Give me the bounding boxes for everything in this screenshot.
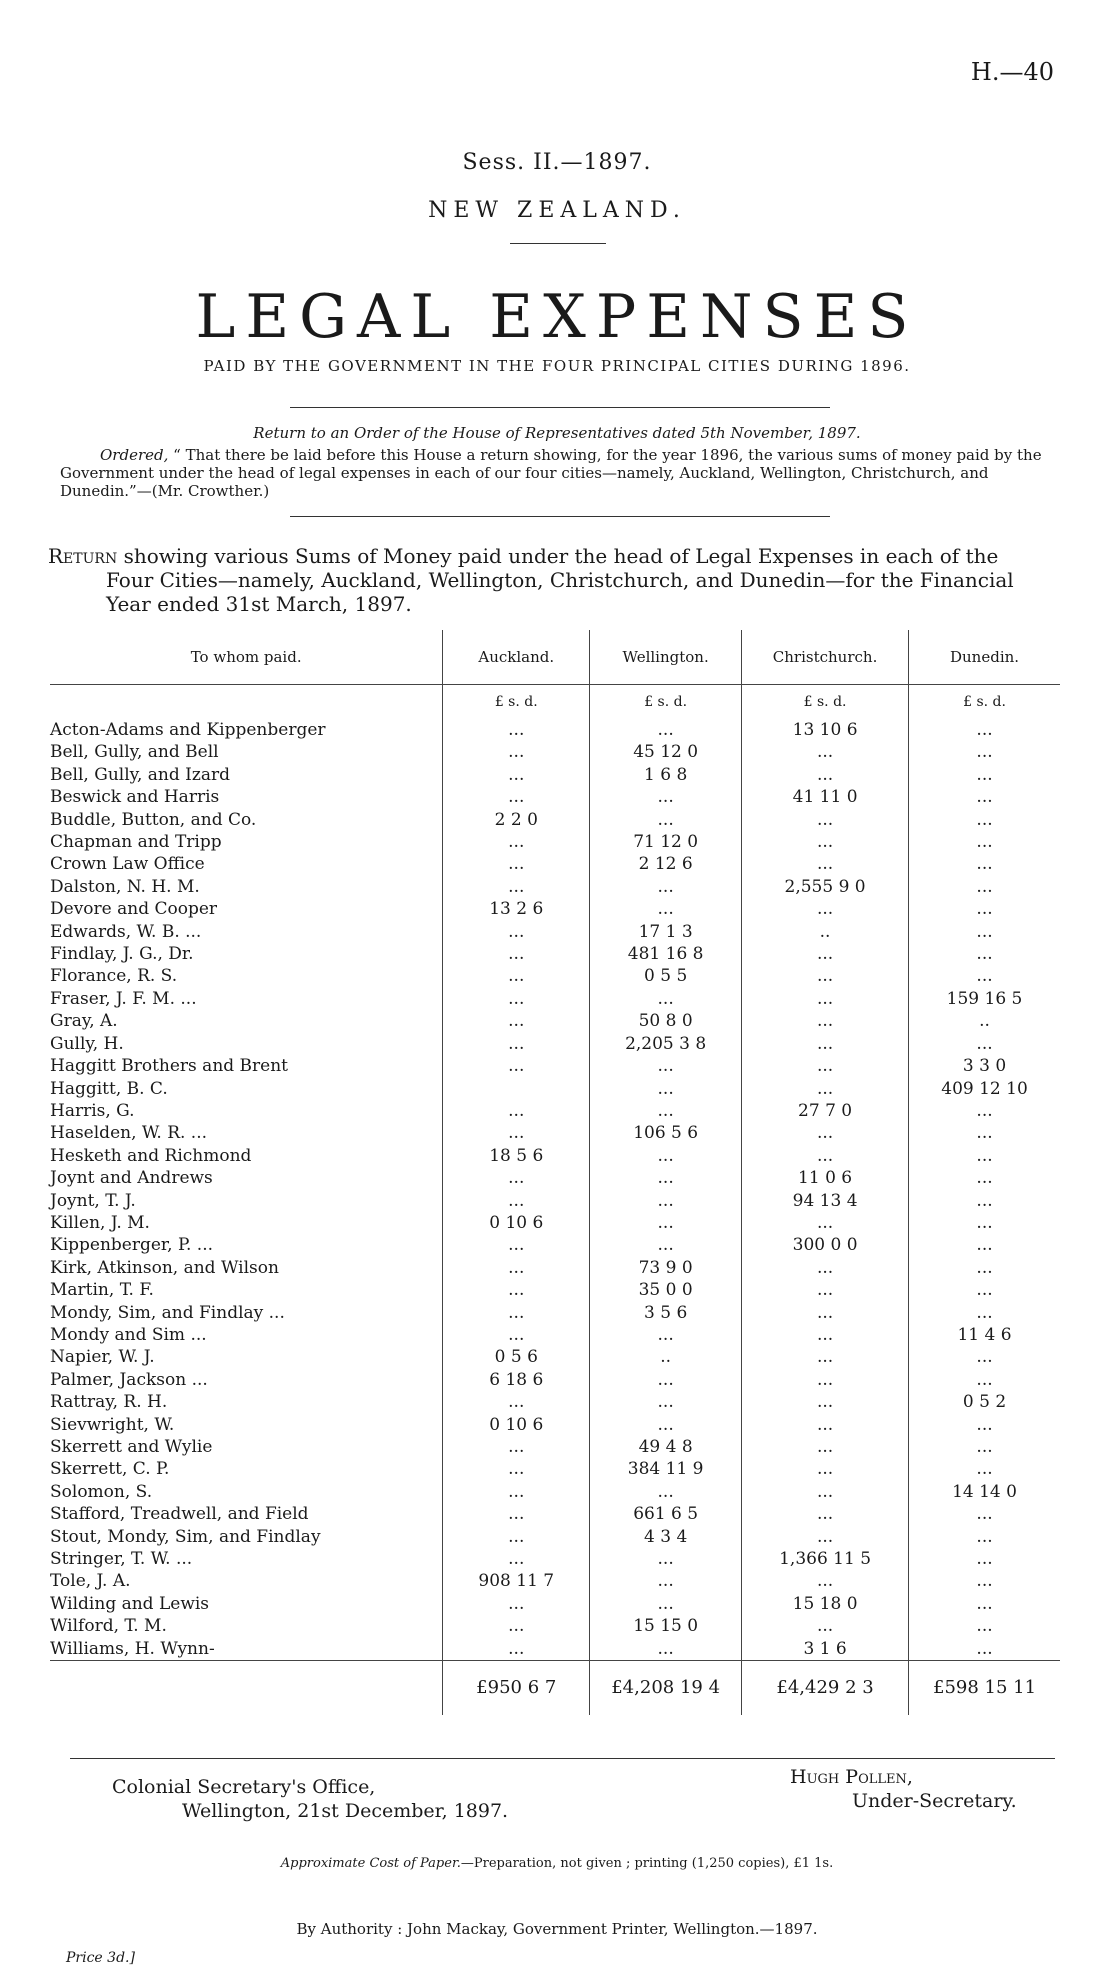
payee-name: Williams, H. Wynn- xyxy=(50,1638,215,1659)
amount-auckland: ... xyxy=(443,965,590,987)
payee-name: Fraser, J. F. M. ... xyxy=(50,988,197,1009)
table-row xyxy=(50,965,1060,987)
table-row xyxy=(50,943,1060,965)
payee-name: Mondy and Sim ... xyxy=(50,1324,207,1345)
amount-wellington: 661 6 5 xyxy=(590,1503,742,1525)
payee-name: Findlay, J. G., Dr. xyxy=(50,944,194,965)
units-auckland: £ s. d. xyxy=(443,685,590,720)
payee-name: Buddle, Button, and Co. xyxy=(50,809,257,830)
amount-wellington: ... xyxy=(590,1190,742,1212)
table-row xyxy=(50,1122,1060,1144)
payee-name: Bell, Gully, and Izard xyxy=(50,764,230,785)
amount-wellington: 1 6 8 xyxy=(590,764,742,786)
units-row xyxy=(50,685,1060,720)
amount-auckland: ... xyxy=(443,1324,590,1346)
amount-auckland: ... xyxy=(443,988,590,1010)
payee-name: Skerrett and Wylie xyxy=(50,1437,213,1457)
amount-auckland: 2 2 0 xyxy=(443,809,590,831)
amount-dunedin: ... xyxy=(909,965,1060,987)
amount-christchurch: ... xyxy=(742,1369,909,1391)
amount-dunedin: ... xyxy=(909,853,1060,875)
amount-dunedin: 409 12 10 xyxy=(909,1078,1060,1100)
table-row xyxy=(50,1167,1060,1189)
table-row xyxy=(50,1593,1060,1615)
payee-name: Gray, A. xyxy=(50,1011,118,1032)
amount-dunedin: ... xyxy=(909,1369,1060,1391)
payee-name: Harris, G. xyxy=(50,1100,135,1121)
amount-christchurch: 27 7 0 xyxy=(742,1100,909,1122)
amount-dunedin: ... xyxy=(909,1100,1060,1122)
amount-wellington: ... xyxy=(590,988,742,1010)
table-row xyxy=(50,1458,1060,1480)
amount-auckland: ... xyxy=(443,1526,590,1548)
table-row xyxy=(50,1279,1060,1301)
payee-name: Joynt, T. J. xyxy=(50,1190,136,1211)
table-row xyxy=(50,1548,1060,1570)
document-reference: H.—40 xyxy=(970,58,1054,86)
amount-wellington: ... xyxy=(590,1548,742,1570)
ordered-paragraph xyxy=(60,446,1060,500)
amount-dunedin: ... xyxy=(909,876,1060,898)
amount-wellington: 106 5 6 xyxy=(590,1122,742,1144)
amount-wellington: 45 12 0 xyxy=(590,741,742,763)
office-line-1: Colonial Secretary's Office, xyxy=(112,1776,376,1798)
amount-dunedin: ... xyxy=(909,1302,1060,1324)
amount-christchurch: ... xyxy=(742,809,909,831)
amount-auckland: ... xyxy=(443,1503,590,1525)
amount-auckland: ... xyxy=(443,1436,590,1458)
amount-christchurch: 300 0 0 xyxy=(742,1234,909,1256)
payee-name: Joynt and Andrews xyxy=(50,1168,213,1189)
amount-christchurch: ... xyxy=(742,1302,909,1324)
amount-auckland: ... xyxy=(443,786,590,808)
amount-wellington: 384 11 9 xyxy=(590,1458,742,1480)
amount-wellington: ... xyxy=(590,1167,742,1189)
table-row xyxy=(50,786,1060,808)
totals-row xyxy=(50,1661,1060,1716)
amount-dunedin: ... xyxy=(909,1279,1060,1301)
table-row xyxy=(50,764,1060,786)
amount-auckland: ... xyxy=(443,1033,590,1055)
amount-christchurch: ... xyxy=(742,965,909,987)
amount-dunedin: ... xyxy=(909,1593,1060,1615)
amount-wellington: 2,205 3 8 xyxy=(590,1033,742,1055)
table-row xyxy=(50,921,1060,943)
payee-name: Palmer, Jackson ... xyxy=(50,1369,208,1390)
table-header-row xyxy=(50,630,1060,685)
amount-christchurch: ... xyxy=(742,1033,909,1055)
amount-dunedin: .. xyxy=(909,1010,1060,1032)
amount-christchurch: ... xyxy=(742,898,909,920)
table-row xyxy=(50,1615,1060,1637)
amount-dunedin: ... xyxy=(909,1458,1060,1480)
amount-auckland: ... xyxy=(443,1458,590,1480)
payee-name: Haggitt Brothers and Brent xyxy=(50,1056,289,1077)
amount-auckland: ... xyxy=(443,1234,590,1256)
amount-wellington: ... xyxy=(590,1570,742,1592)
amount-christchurch: ... xyxy=(742,1055,909,1077)
session-line: Sess. II.—1897. xyxy=(462,150,652,175)
table-row xyxy=(50,1369,1060,1391)
amount-auckland xyxy=(443,1078,590,1100)
amount-auckland: ... xyxy=(443,719,590,741)
amount-wellington: ... xyxy=(590,1078,742,1100)
amount-wellington: ... xyxy=(590,1593,742,1615)
amount-dunedin: ... xyxy=(909,943,1060,965)
amount-dunedin: 11 4 6 xyxy=(909,1324,1060,1346)
amount-auckland: ... xyxy=(443,764,590,786)
table-row xyxy=(50,1078,1060,1100)
table-row xyxy=(50,1257,1060,1279)
page-title: LEGAL EXPENSES xyxy=(195,282,919,352)
amount-wellington: ... xyxy=(590,1212,742,1234)
table-row xyxy=(50,1526,1060,1548)
amount-dunedin: ... xyxy=(909,1548,1060,1570)
payee-name: Mondy, Sim, and Findlay ... xyxy=(50,1302,285,1323)
amount-wellington: ... xyxy=(590,719,742,741)
table-row xyxy=(50,1190,1060,1212)
payee-name: Tole, J. A. xyxy=(50,1571,131,1592)
amount-dunedin: 159 16 5 xyxy=(909,988,1060,1010)
table-row xyxy=(50,1391,1060,1413)
amount-wellington: ... xyxy=(590,1638,742,1661)
table-row xyxy=(50,876,1060,898)
amount-wellington: ... xyxy=(590,1391,742,1413)
amount-dunedin: ... xyxy=(909,1234,1060,1256)
amount-christchurch: ... xyxy=(742,943,909,965)
amount-dunedin: ... xyxy=(909,786,1060,808)
amount-wellington: 50 8 0 xyxy=(590,1010,742,1032)
amount-wellington: ... xyxy=(590,1055,742,1077)
amount-wellington: 4 3 4 xyxy=(590,1526,742,1548)
amount-dunedin: ... xyxy=(909,1526,1060,1548)
amount-auckland: ... xyxy=(443,853,590,875)
price-note: Price 3d.] xyxy=(66,1950,135,1966)
return-word: Return xyxy=(48,544,118,568)
order-line: Return to an Order of the House of Representatives dated 5th November, 1897. xyxy=(253,424,861,442)
table-row xyxy=(50,809,1060,831)
units-christchurch: £ s. d. xyxy=(742,685,909,720)
amount-christchurch: ... xyxy=(742,1481,909,1503)
amount-auckland: ... xyxy=(443,1615,590,1637)
divider xyxy=(510,243,606,244)
col-header-wellington: Wellington. xyxy=(590,630,742,685)
amount-dunedin: ... xyxy=(909,741,1060,763)
payee-name: Edwards, W. B. ... xyxy=(50,921,202,942)
amount-christchurch: ... xyxy=(742,1257,909,1279)
amount-wellington: 17 1 3 xyxy=(590,921,742,943)
amount-christchurch: ... xyxy=(742,988,909,1010)
amount-christchurch: ... xyxy=(742,741,909,763)
amount-auckland: 0 10 6 xyxy=(443,1212,590,1234)
amount-wellington: 481 16 8 xyxy=(590,943,742,965)
amount-christchurch: ... xyxy=(742,1010,909,1032)
table-row xyxy=(50,1033,1060,1055)
amount-dunedin: ... xyxy=(909,1122,1060,1144)
amount-dunedin: ... xyxy=(909,1503,1060,1525)
amount-auckland: ... xyxy=(443,1593,590,1615)
units-wellington: £ s. d. xyxy=(590,685,742,720)
payee-name: Solomon, S. xyxy=(50,1481,153,1502)
amount-wellington: 35 0 0 xyxy=(590,1279,742,1301)
amount-auckland: ... xyxy=(443,1190,590,1212)
amount-wellington: ... xyxy=(590,1234,742,1256)
amount-wellington: 2 12 6 xyxy=(590,853,742,875)
payee-name: Kippenberger, P. ... xyxy=(50,1235,214,1256)
amount-auckland: ... xyxy=(443,943,590,965)
amount-auckland: ... xyxy=(443,1122,590,1144)
payee-name: Napier, W. J. xyxy=(50,1347,155,1368)
divider xyxy=(70,1758,1055,1759)
payee-name: Skerrett, C. P. xyxy=(50,1459,170,1480)
col-header-auckland: Auckland. xyxy=(443,630,590,685)
amount-dunedin: ... xyxy=(909,1033,1060,1055)
amount-wellington: 49 4 8 xyxy=(590,1436,742,1458)
amount-auckland: 13 2 6 xyxy=(443,898,590,920)
amount-christchurch: ... xyxy=(742,1346,909,1368)
cost-note xyxy=(0,1856,1114,1871)
amount-dunedin: ... xyxy=(909,898,1060,920)
table-row xyxy=(50,1100,1060,1122)
amount-christchurch: ... xyxy=(742,1414,909,1436)
amount-christchurch: ... xyxy=(742,1145,909,1167)
payee-name: Wilding and Lewis xyxy=(50,1593,210,1614)
amount-christchurch: 94 13 4 xyxy=(742,1190,909,1212)
amount-wellington: 71 12 0 xyxy=(590,831,742,853)
table-row xyxy=(50,1503,1060,1525)
table-row xyxy=(50,1436,1060,1458)
amount-christchurch: ... xyxy=(742,1615,909,1637)
amount-dunedin: 14 14 0 xyxy=(909,1481,1060,1503)
amount-auckland: 18 5 6 xyxy=(443,1145,590,1167)
payee-name: Rattray, R. H. xyxy=(50,1392,168,1413)
amount-wellington: ... xyxy=(590,786,742,808)
signer-title: Under-Secretary. xyxy=(852,1790,1017,1812)
table-row xyxy=(50,831,1060,853)
col-header-name: To whom paid. xyxy=(50,630,443,685)
divider xyxy=(290,516,830,517)
table-row xyxy=(50,1570,1060,1592)
amount-dunedin: ... xyxy=(909,1638,1060,1661)
amount-wellington: ... xyxy=(590,809,742,831)
amount-christchurch: 2,555 9 0 xyxy=(742,876,909,898)
table-row xyxy=(50,741,1060,763)
amount-auckland: ... xyxy=(443,921,590,943)
amount-dunedin: ... xyxy=(909,1167,1060,1189)
amount-dunedin: ... xyxy=(909,1257,1060,1279)
payee-name: Kirk, Atkinson, and Wilson xyxy=(50,1257,279,1278)
amount-christchurch: ... xyxy=(742,1122,909,1144)
amount-dunedin: ... xyxy=(909,1212,1060,1234)
table-row xyxy=(50,1346,1060,1368)
amount-dunedin: ... xyxy=(909,921,1060,943)
amount-wellington: ... xyxy=(590,1414,742,1436)
amount-auckland: ... xyxy=(443,831,590,853)
amount-dunedin: ... xyxy=(909,831,1060,853)
expenses-table xyxy=(50,630,1060,1715)
payee-name: Hesketh and Richmond xyxy=(50,1145,252,1166)
amount-wellington: 0 5 5 xyxy=(590,965,742,987)
table-row xyxy=(50,719,1060,741)
payee-name: Bell, Gully, and Bell xyxy=(50,742,219,763)
payee-name: Florance, R. S. xyxy=(50,966,178,987)
payee-name: Wilford, T. M. xyxy=(50,1616,167,1637)
payee-name: Killen, J. M. xyxy=(50,1212,150,1233)
cost-label: Approximate Cost of Paper. xyxy=(280,1856,461,1871)
table-row xyxy=(50,1481,1060,1503)
table-row xyxy=(50,1234,1060,1256)
amount-christchurch: 41 11 0 xyxy=(742,786,909,808)
amount-christchurch: ... xyxy=(742,764,909,786)
amount-wellington: ... xyxy=(590,898,742,920)
amount-dunedin: ... xyxy=(909,1346,1060,1368)
return-line-1: Return showing various Sums of Money paid under the head of Legal Expenses in each of the xyxy=(48,544,999,568)
amount-dunedin: ... xyxy=(909,809,1060,831)
payee-name: Martin, T. F. xyxy=(50,1280,154,1301)
amount-christchurch: ... xyxy=(742,1391,909,1413)
amount-christchurch: 3 1 6 xyxy=(742,1638,909,1661)
table-row xyxy=(50,1302,1060,1324)
amount-wellington: 73 9 0 xyxy=(590,1257,742,1279)
amount-christchurch: 15 18 0 xyxy=(742,1593,909,1615)
table-row xyxy=(50,988,1060,1010)
amount-christchurch: 11 0 6 xyxy=(742,1167,909,1189)
payee-name: Stringer, T. W. ... xyxy=(50,1549,193,1570)
table-row xyxy=(50,1055,1060,1077)
total-auckland: £950 6 7 xyxy=(443,1661,590,1716)
amount-auckland: ... xyxy=(443,741,590,763)
table-row xyxy=(50,1414,1060,1436)
payee-name: Haggitt, B. C. xyxy=(50,1078,168,1099)
table-body xyxy=(50,685,1060,1661)
amount-wellington: ... xyxy=(590,1324,742,1346)
amount-auckland: 0 10 6 xyxy=(443,1414,590,1436)
amount-auckland: ... xyxy=(443,1548,590,1570)
amount-auckland: ... xyxy=(443,1010,590,1032)
ordered-label: Ordered, xyxy=(100,446,169,464)
amount-christchurch: .. xyxy=(742,921,909,943)
table-row xyxy=(50,1212,1060,1234)
payee-name: Stafford, Treadwell, and Field xyxy=(50,1504,309,1525)
units-dunedin: £ s. d. xyxy=(909,685,1060,720)
amount-christchurch: ... xyxy=(742,1526,909,1548)
amount-auckland: ... xyxy=(443,1100,590,1122)
amount-dunedin: 3 3 0 xyxy=(909,1055,1060,1077)
return-line-3: Year ended 31st March, 1897. xyxy=(106,592,412,616)
amount-auckland: ... xyxy=(443,1257,590,1279)
office-line-2: Wellington, 21st December, 1897. xyxy=(182,1800,509,1822)
payee-name: Beswick and Harris xyxy=(50,787,220,808)
amount-wellington: ... xyxy=(590,1369,742,1391)
amount-wellington: 3 5 6 xyxy=(590,1302,742,1324)
total-dunedin: £598 15 11 xyxy=(909,1661,1060,1716)
amount-auckland: ... xyxy=(443,1302,590,1324)
amount-auckland: ... xyxy=(443,1055,590,1077)
payee-name: Devore and Cooper xyxy=(50,899,218,920)
payee-name: Stout, Mondy, Sim, and Findlay xyxy=(50,1526,321,1547)
amount-dunedin: ... xyxy=(909,1615,1060,1637)
divider xyxy=(290,407,830,408)
page-subtitle: PAID BY THE GOVERNMENT IN THE FOUR PRINCIPAL CITIES DURING 1896. xyxy=(203,357,911,375)
amount-auckland: ... xyxy=(443,1279,590,1301)
table-row xyxy=(50,853,1060,875)
amount-christchurch: ... xyxy=(742,1078,909,1100)
amount-dunedin: ... xyxy=(909,764,1060,786)
amount-dunedin: ... xyxy=(909,1570,1060,1592)
amount-dunedin: ... xyxy=(909,719,1060,741)
amount-auckland: ... xyxy=(443,876,590,898)
amount-wellington: ... xyxy=(590,1145,742,1167)
col-header-christchurch: Christchurch. xyxy=(742,630,909,685)
amount-auckland: 908 11 7 xyxy=(443,1570,590,1592)
return-line-2: Four Cities—namely, Auckland, Wellington, Christchurch, and Dunedin—for the Financial xyxy=(106,568,1014,592)
amount-auckland: 0 5 6 xyxy=(443,1346,590,1368)
col-header-dunedin: Dunedin. xyxy=(909,630,1060,685)
amount-christchurch: ... xyxy=(742,1279,909,1301)
amount-auckland: ... xyxy=(443,1167,590,1189)
payee-name: Acton-Adams and Kippenberger xyxy=(50,720,326,740)
table-row xyxy=(50,1324,1060,1346)
amount-christchurch: ... xyxy=(742,831,909,853)
amount-wellington: 15 15 0 xyxy=(590,1615,742,1637)
amount-christchurch: ... xyxy=(742,1212,909,1234)
payee-name: Dalston, N. H. M. xyxy=(50,876,200,897)
amount-dunedin: ... xyxy=(909,1145,1060,1167)
amount-dunedin: ... xyxy=(909,1414,1060,1436)
amount-christchurch: ... xyxy=(742,1458,909,1480)
amount-christchurch: ... xyxy=(742,1503,909,1525)
amount-dunedin: ... xyxy=(909,1190,1060,1212)
amount-auckland: ... xyxy=(443,1391,590,1413)
payee-name: Haselden, W. R. ... xyxy=(50,1123,208,1144)
amount-wellington: .. xyxy=(590,1346,742,1368)
amount-christchurch: ... xyxy=(742,1570,909,1592)
total-wellington: £4,208 19 4 xyxy=(590,1661,742,1716)
amount-christchurch: ... xyxy=(742,853,909,875)
amount-auckland: ... xyxy=(443,1481,590,1503)
table-row xyxy=(50,1010,1060,1032)
return-description xyxy=(48,544,1068,616)
ordered-text: “ That there be laid before this House a return showing, for the year 1896, the various sums of money paid by the Government under the head of legal expenses in each of our four cities—namely, Auckland, Wellington, Christchurch, and Dunedin.”—(Mr. Crowther.) xyxy=(60,446,1042,500)
table-row xyxy=(50,898,1060,920)
cost-text: —Preparation, not given ; printing (1,250 copies), £1 1s. xyxy=(460,1856,834,1871)
payee-name: Sievwright, W. xyxy=(50,1414,175,1435)
amount-auckland: ... xyxy=(443,1638,590,1661)
authority-line: By Authority : John Mackay, Government Printer, Wellington.—1897. xyxy=(296,1920,818,1938)
amount-wellington: ... xyxy=(590,1100,742,1122)
amount-christchurch: 13 10 6 xyxy=(742,719,909,741)
amount-dunedin: ... xyxy=(909,1436,1060,1458)
amount-dunedin: 0 5 2 xyxy=(909,1391,1060,1413)
amount-christchurch: ... xyxy=(742,1324,909,1346)
table-row xyxy=(50,1145,1060,1167)
amount-christchurch: ... xyxy=(742,1436,909,1458)
country-heading: NEW ZEALAND. xyxy=(428,198,686,223)
amount-wellington: ... xyxy=(590,1481,742,1503)
signer-name: Hugh Pollen, xyxy=(790,1766,913,1788)
table-row xyxy=(50,1638,1060,1661)
amount-christchurch: 1,366 11 5 xyxy=(742,1548,909,1570)
payee-name: Gully, H. xyxy=(50,1033,124,1054)
amount-wellington: ... xyxy=(590,876,742,898)
amount-auckland: 6 18 6 xyxy=(443,1369,590,1391)
total-christchurch: £4,429 2 3 xyxy=(742,1661,909,1716)
payee-name: Crown Law Office xyxy=(50,854,205,875)
payee-name: Chapman and Tripp xyxy=(50,832,222,853)
